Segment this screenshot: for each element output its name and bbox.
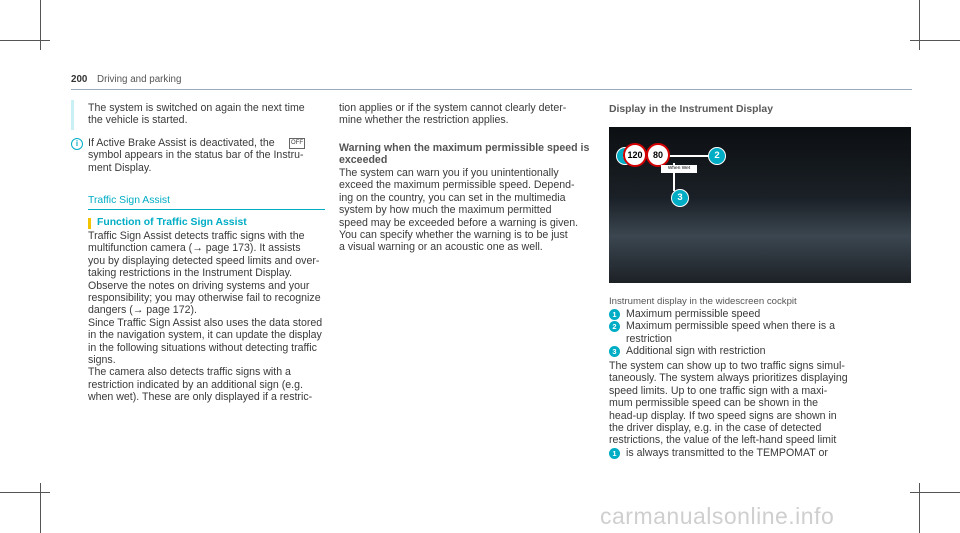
text-line: responsibility; you may otherwise fail to recognize bbox=[88, 292, 321, 304]
when-wet-sign: When Wet bbox=[661, 165, 697, 173]
text-line: multifunction camera (→ page 173). It assists bbox=[88, 242, 301, 255]
text-line: ing on the country, you can set in the multimedia bbox=[339, 191, 566, 204]
text-line: ment Display. bbox=[88, 161, 152, 174]
text-line: The system can show up to two traffic signs simul- bbox=[609, 360, 845, 372]
text-line: taneously. The system always prioritizes displaying bbox=[609, 372, 848, 385]
brake-assist-off-icon: OFF bbox=[289, 138, 305, 149]
text-line: Since Traffic Sign Assist also uses the data stored bbox=[88, 316, 323, 329]
text-line: speed may be exceeded before a warning is given. bbox=[339, 216, 579, 229]
text-line: The system can warn you if you unintentionally bbox=[339, 167, 559, 179]
legend-text: Maximum permissible speed when there is a bbox=[626, 320, 836, 333]
text-line: Observe the notes on driving systems and your bbox=[88, 279, 310, 292]
info-symbol bbox=[289, 135, 305, 149]
text-line: exceed the maximum permissible speed. Depend- bbox=[339, 179, 575, 192]
crop-mark bbox=[919, 483, 920, 533]
text-line: The system is switched on again the next time bbox=[88, 102, 305, 114]
text-line: symbol appears in the status bar of the Instru- bbox=[88, 149, 304, 162]
text-line: taking restrictions in the Instrument Display. bbox=[88, 267, 293, 280]
legend-text: Maximum permissible speed bbox=[626, 308, 761, 320]
text-line: the driver display, e.g. in the case of detected bbox=[609, 422, 822, 434]
crop-mark bbox=[919, 0, 920, 50]
crop-mark bbox=[40, 483, 41, 533]
body-last-line bbox=[609, 447, 828, 459]
text-line: restriction indicated by an additional sign (e.g. bbox=[88, 378, 303, 391]
note-bar bbox=[71, 100, 74, 130]
legend-item bbox=[609, 345, 766, 357]
text-line: head-up display. If two speed signs are shown in bbox=[609, 409, 837, 422]
display-title: Display in the Instrument Display bbox=[609, 104, 773, 115]
section-header: Driving and parking bbox=[97, 74, 182, 85]
legend-item bbox=[626, 333, 672, 345]
legend-text: Additional sign with restriction bbox=[626, 345, 766, 358]
text-line: the vehicle is started. bbox=[88, 114, 188, 127]
section-rule bbox=[88, 209, 325, 210]
crop-mark bbox=[910, 492, 960, 493]
header-rule bbox=[71, 89, 912, 90]
text-line: The camera also detects traffic signs with a bbox=[88, 366, 291, 379]
legend-item bbox=[609, 320, 835, 332]
subtitle-bar bbox=[88, 218, 91, 229]
text-line: you by displaying detected speed limits and over- bbox=[88, 254, 320, 267]
text-line: signs. bbox=[88, 354, 116, 366]
legend-number: 2 bbox=[609, 321, 620, 332]
page-number: 200 bbox=[71, 74, 88, 85]
crop-mark bbox=[40, 0, 41, 50]
text-line: If Active Brake Assist is deactivated, the bbox=[88, 137, 275, 149]
legend-text: restriction bbox=[626, 332, 672, 345]
text-line: mine whether the restriction applies. bbox=[339, 114, 509, 127]
watermark: carmanualsonline.info bbox=[600, 503, 835, 529]
instrument-display-figure bbox=[609, 127, 911, 283]
legend-item bbox=[609, 308, 760, 320]
speed-sign-120: 120 bbox=[623, 143, 647, 167]
legend-number: 1 bbox=[609, 309, 620, 320]
section-title: Traffic Sign Assist bbox=[88, 195, 170, 206]
crop-mark bbox=[0, 492, 50, 493]
legend-number: 3 bbox=[609, 346, 620, 357]
text-line: when wet). These are only displayed if a restric- bbox=[88, 391, 313, 404]
callout-2: 2 bbox=[708, 147, 726, 165]
text-line: system by how much the maximum permitted bbox=[339, 204, 552, 217]
text-line: a visual warning or an acoustic one as well. bbox=[339, 241, 543, 254]
text-line: Traffic Sign Assist detects traffic signs with the bbox=[88, 230, 305, 242]
text-line: tion applies or if the system cannot clearly deter- bbox=[339, 102, 567, 114]
callout-3: 3 bbox=[671, 189, 689, 207]
callout-ref-1: 1 bbox=[609, 448, 620, 459]
text-line: in the navigation system, it can update the display bbox=[88, 329, 322, 342]
speed-sign-80: 80 bbox=[646, 143, 670, 167]
info-icon: i bbox=[71, 138, 83, 150]
body-text-line: is always transmitted to the TEMPOMAT or bbox=[626, 447, 828, 459]
function-subtitle: Function of Traffic Sign Assist bbox=[97, 217, 247, 228]
text-line: exceeded bbox=[339, 154, 388, 167]
text-line: mum permissible speed can be shown in the bbox=[609, 397, 819, 410]
crop-mark bbox=[910, 40, 960, 41]
text-line: restrictions, the value of the left-hand speed limit bbox=[609, 434, 837, 447]
figure-caption: Instrument display in the widescreen cockpit bbox=[609, 296, 797, 307]
text-line: Warning when the maximum permissible speed is bbox=[339, 142, 590, 154]
text-line: speed limits. Up to one traffic sign with a maxi- bbox=[609, 384, 828, 397]
crop-mark bbox=[0, 40, 50, 41]
text-line: dangers (→ page 172). bbox=[88, 304, 197, 317]
text-line: You can specify whether the warning is to be just bbox=[339, 229, 568, 241]
text-line: in the following situations without detecting traffic bbox=[88, 341, 317, 354]
